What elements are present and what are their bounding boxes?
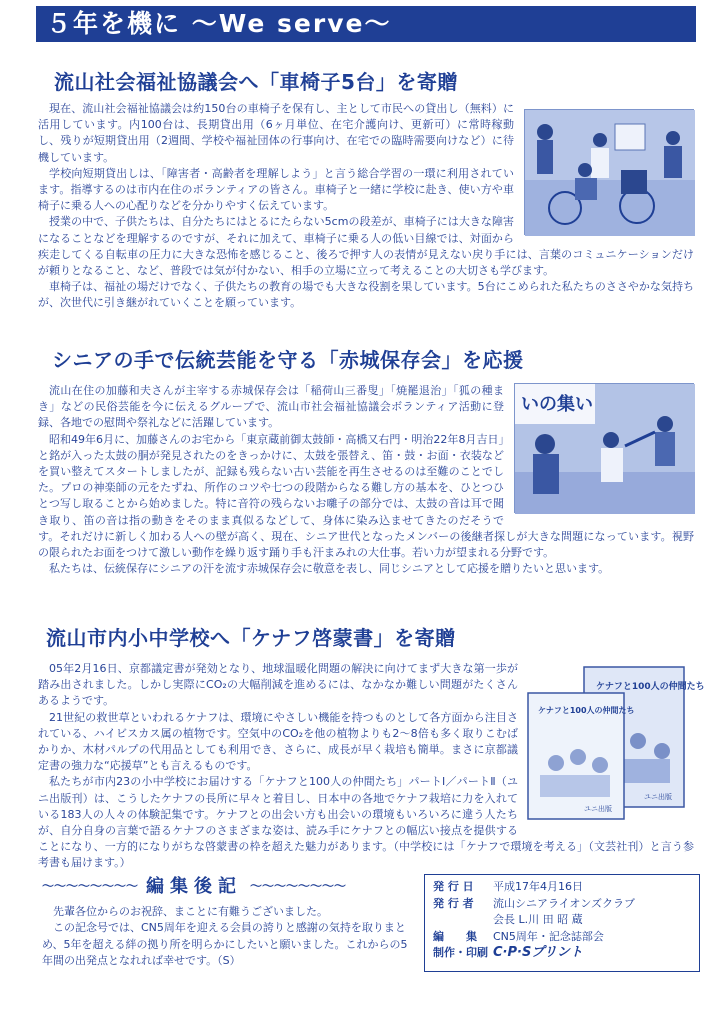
book-publisher-text: ユニ出版 <box>584 805 612 813</box>
colophon-label: 編 集 <box>433 929 477 943</box>
book-title-text: ケナフと100人の仲間たち <box>596 682 705 692</box>
book-covers <box>528 663 705 823</box>
colophon-value: 平成17年4月16日 <box>493 880 583 893</box>
colophon-row <box>433 879 691 896</box>
colophon-label <box>433 912 493 929</box>
section-title: 流山市内小中学校へ「ケナフ啓蒙書」を寄贈 <box>46 626 456 650</box>
colophon-box <box>424 874 700 972</box>
photo-sign-text: いの集い <box>521 394 593 415</box>
section-title: シニアの手で伝統芸能を守る「赤城保存会」を応援 <box>52 348 524 372</box>
section-akagi <box>38 344 694 577</box>
page-banner: ５年を機に ～We serve～ <box>36 6 696 42</box>
colophon-row <box>433 929 691 946</box>
colophon-value: 流山シニアライオンズクラブ <box>493 896 636 910</box>
paragraph: 21世紀の救世草といわれるケナフは、環境にやさしい機能を持つものとして各方面から注目されている、ハイビスカス属の植物です。空気中のCO₂を他の植物よりも2～8倍も多く取りこむばかりか、木材パルプの代用品としても利用でき、さらに、成長が早く栽培も簡単。まさに京都議定書の強力な“応援草”とも言えるものです。 <box>38 710 518 773</box>
wave-decoration: 〜〜〜〜〜〜〜〜 <box>250 878 347 893</box>
performance-photo <box>514 383 694 513</box>
colophon-row <box>433 896 691 913</box>
editors-note-heading <box>42 872 412 898</box>
paragraph: 昭和49年6月に、加藤さんのお宅から「東京蔵前御太鼓師・高橋又右門・明治22年8月吉日」と銘が入った太鼓の胴が発見されたのをきっかけに、太鼓を張替え、笛・鼓・お面・衣装などを買い整えてスタートしましたが、記録も残らない古い芸能を再生させるのは至難のことでした。プロの神楽師の元をたずね、所作のコツや七つの段階からなる難し方の基本を、ひとつひとつ写し取ることから始めました。特に音符の残らないお囃子の部分では、太鼓の音は耳で聞き取り、笛の音は指の動きをそのまま真似るなどして、身体に染み込ませてきたのだそうです。それだけに新しく加わる人への壁が高く、現在、シニア世代となったメンバーの後継者探しが大きな問題になっています。視野の限られたお面をつけて激しい動作を繰り返す踊り手も汗まみれの大仕事。若い力が望まれる分野です。 <box>38 432 694 560</box>
section-kenaf <box>38 622 705 872</box>
paragraph: 授業の中で、子供たちは、自分たちにはとるにたらない5cmの段差が、車椅子には大きな障害になることなどを理解するのですが、それに加えて、車椅子に乗る人の低い目線では、対面から疾走してくる自転車の圧力に大きな恐怖を感じること、後ろで押す人の表情が見えない戻り手には、言葉のコミュニケーションだけが頼りとなること、など、普段では気が付かない、相手の立場に立って考えることの大切さも学びます。 <box>38 215 694 278</box>
printer-brand: C·P·Sプリント <box>493 945 583 960</box>
colophon-label: 発 行 者 <box>433 896 474 910</box>
paragraph: 車椅子は、福祉の場だけでなく、子供たちの教育の場でも大きな役割を果しています。5台にこめられた私たちのささやかな気持ちが、次世代に引き継がれていくことを願っています。 <box>38 280 694 310</box>
paragraph: 現在、流山社会福祉協議会は約150台の車椅子を保有し、主として市民への貸出し（無料）に活用しています。内100台は、長期貸出用（6ヶ月単位、在宅介護向け、更新可）に常時稼動し、残りが短期貸出用（2週間、学校や福祉団体の行事向け、在宅での臨時需要向けなど）に待機しています。 <box>38 102 514 164</box>
paragraph: 流山在住の加藤和夫さんが主宰する赤城保存会は「稲荷山三番叟」「焼罷退治」「狐の種まき」などの民俗芸能を今に伝えるグループで、流山市社会福祉協議会ボランティア活動に登録、各地での慰問や祭礼などに活躍しています。 <box>38 384 504 430</box>
book-title-text: ケナフと100人の仲間たち <box>538 706 635 715</box>
wave-decoration: 〜〜〜〜〜〜〜〜 <box>42 878 139 893</box>
colophon-value: CN5周年・記念誌部会 <box>493 929 604 943</box>
editors-note-title: 編集後記 <box>146 876 243 897</box>
editors-note <box>42 872 412 970</box>
wheelchair-photo <box>524 109 694 235</box>
paragraph: 05年2月16日、京都議定書が発効となり、地球温暖化問題の解決に向けてまず大きな第一歩が踏み出されました。しかし実際にCO₂の大幅削減を進めるには、なかなか難しい問題がたくさんあるようです。 <box>38 662 518 708</box>
paragraph: 学校向短期貸出しは、「障害者・高齢者を理解しよう」と言う総合学習の一環に利用されています。指導するのは市内在住のボランティアの皆さん。車椅子と一緒に学校に赴き、使い方や車椅子に乗る人への心配りなどを分かりやすく伝えています。 <box>38 166 514 213</box>
editors-note-paragraph: この記念号では、CN5周年を迎える会員の誇りと感謝の気持を取りまとめ、5年を超える絆の拠り所を明らかにしたいと願いました。これからの5年間の出発点となれれば幸せです。（S） <box>42 921 408 968</box>
colophon-row <box>433 945 691 962</box>
colophon-label: 制作・印刷 <box>433 946 488 959</box>
book-publisher-text: ユニ出版 <box>644 793 672 801</box>
section-wheelchair <box>38 66 694 312</box>
section-title: 流山社会福祉協議会へ「車椅子5台」を寄贈 <box>54 70 458 94</box>
colophon-label: 発 行 日 <box>433 880 474 893</box>
paragraph: 私たちが市内23の小中学校にお届けする「ケナフと100人の仲間たち」パートⅠ／パートⅡ（ユニ出版刊）は、こうしたケナフの長所に早々と着目し、日本中の各地でケナフ栽培に力を入れている183人の人々の体験記集です。ケナフとの出会い方も出会いの環境もいろいろに違う人たちが、自分自身の言葉で語るケナフのさまざまな姿は、読み手にケナフとの幅広い接点を提供することになり、一方的になりがちな啓蒙書の枠を超えた魅力があります。（中学校には「ケナフで環境を考える」（文芸社刊）と言う参考書も届けます。） <box>38 775 694 870</box>
paragraph: 私たちは、伝統保存にシニアの汗を流す赤城保存会に敬意を表し、同じシニアとして応援を贈りたいと思います。 <box>49 562 610 576</box>
colophon-row <box>433 912 691 929</box>
colophon-value: 会長 L.川 田 昭 蔵 <box>493 913 583 926</box>
editors-note-paragraph: 先輩各位からのお祝辞、まことに有難うございました。 <box>53 905 328 918</box>
